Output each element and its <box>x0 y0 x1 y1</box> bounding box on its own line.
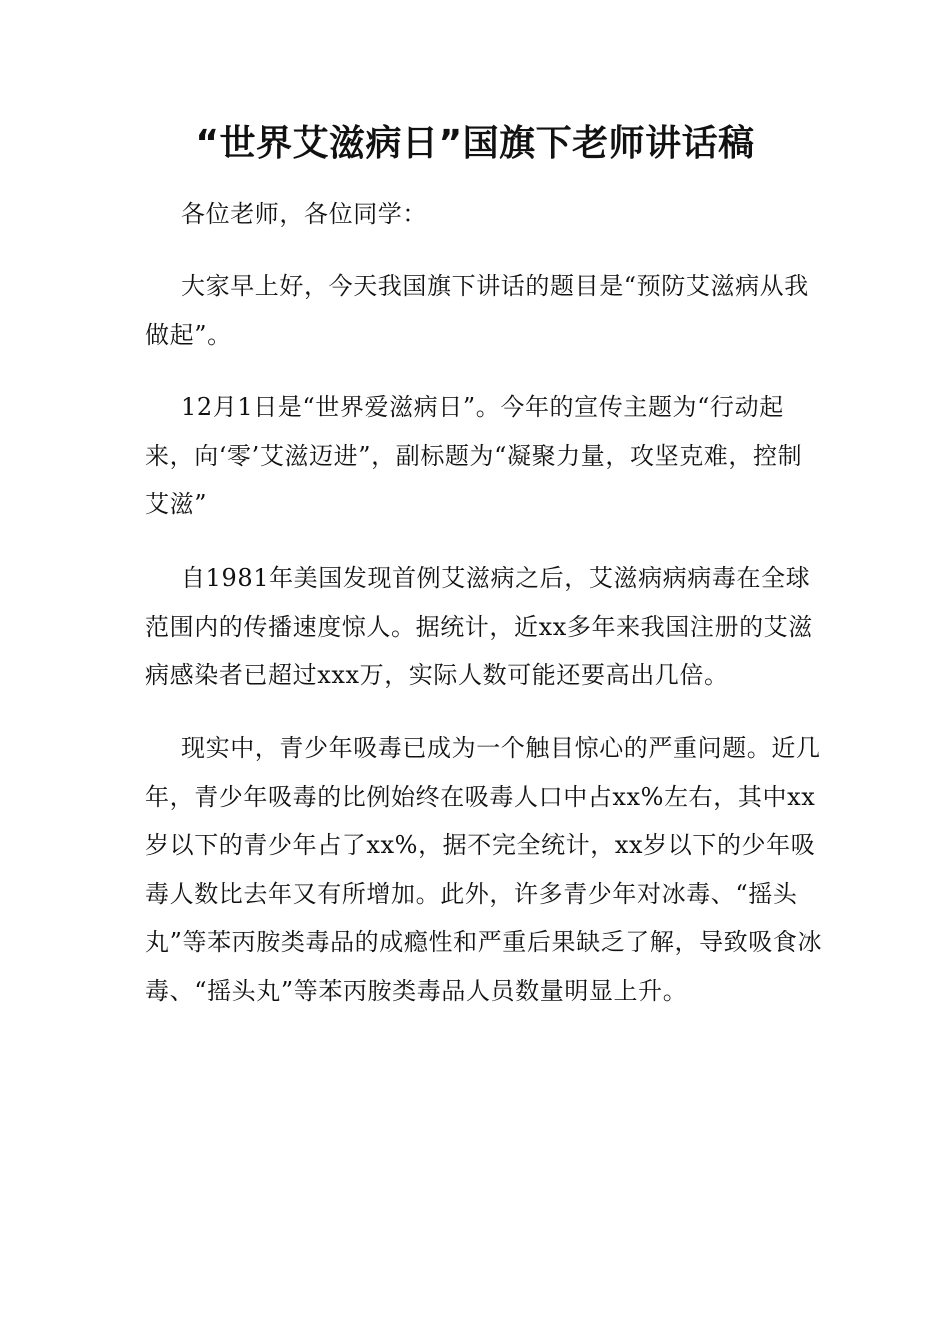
document-title: “世界艾滋病日”国旗下老师讲话稿 <box>195 123 755 164</box>
paragraph-youth-drugs: 现实中，青少年吸毒已成为一个触目惊心的严重问题。近几年，青少年吸毒的比例始终在吸毒人口中占xx%左右，其中xx岁以下的青少年占了xx%，据不完全统计，xx岁以下的少年吸毒人数比去年又有所增加。此外，许多青少年对冰毒、“摇头丸”等苯丙胺类毒品的成瘾性和严重后果缺乏了解，导致吸食冰毒、“摇头丸”等苯丙胺类毒品人员数量明显上升。 <box>145 734 823 1005</box>
paragraph-greeting: 各位老师，各位同学： <box>181 200 427 228</box>
paragraph-statistics: 自1981年美国发现首例艾滋病之后，艾滋病病病毒在全球范围内的传播速度惊人。据统计，近xx多年来我国注册的艾滋病感染者已超过xxx万，实际人数可能还要高出几倍。 <box>145 564 813 689</box>
paragraph-date-theme: 12月1日是“世界爱滋病日”。今年的宣传主题为“行动起来，向‘零’艾滋迈进”，副标题为“凝聚力量，攻坚克难，控制艾滋” <box>145 393 803 518</box>
paragraph-intro: 大家早上好，今天我国旗下讲话的题目是“预防艾滋病从我做起”。 <box>145 272 809 349</box>
